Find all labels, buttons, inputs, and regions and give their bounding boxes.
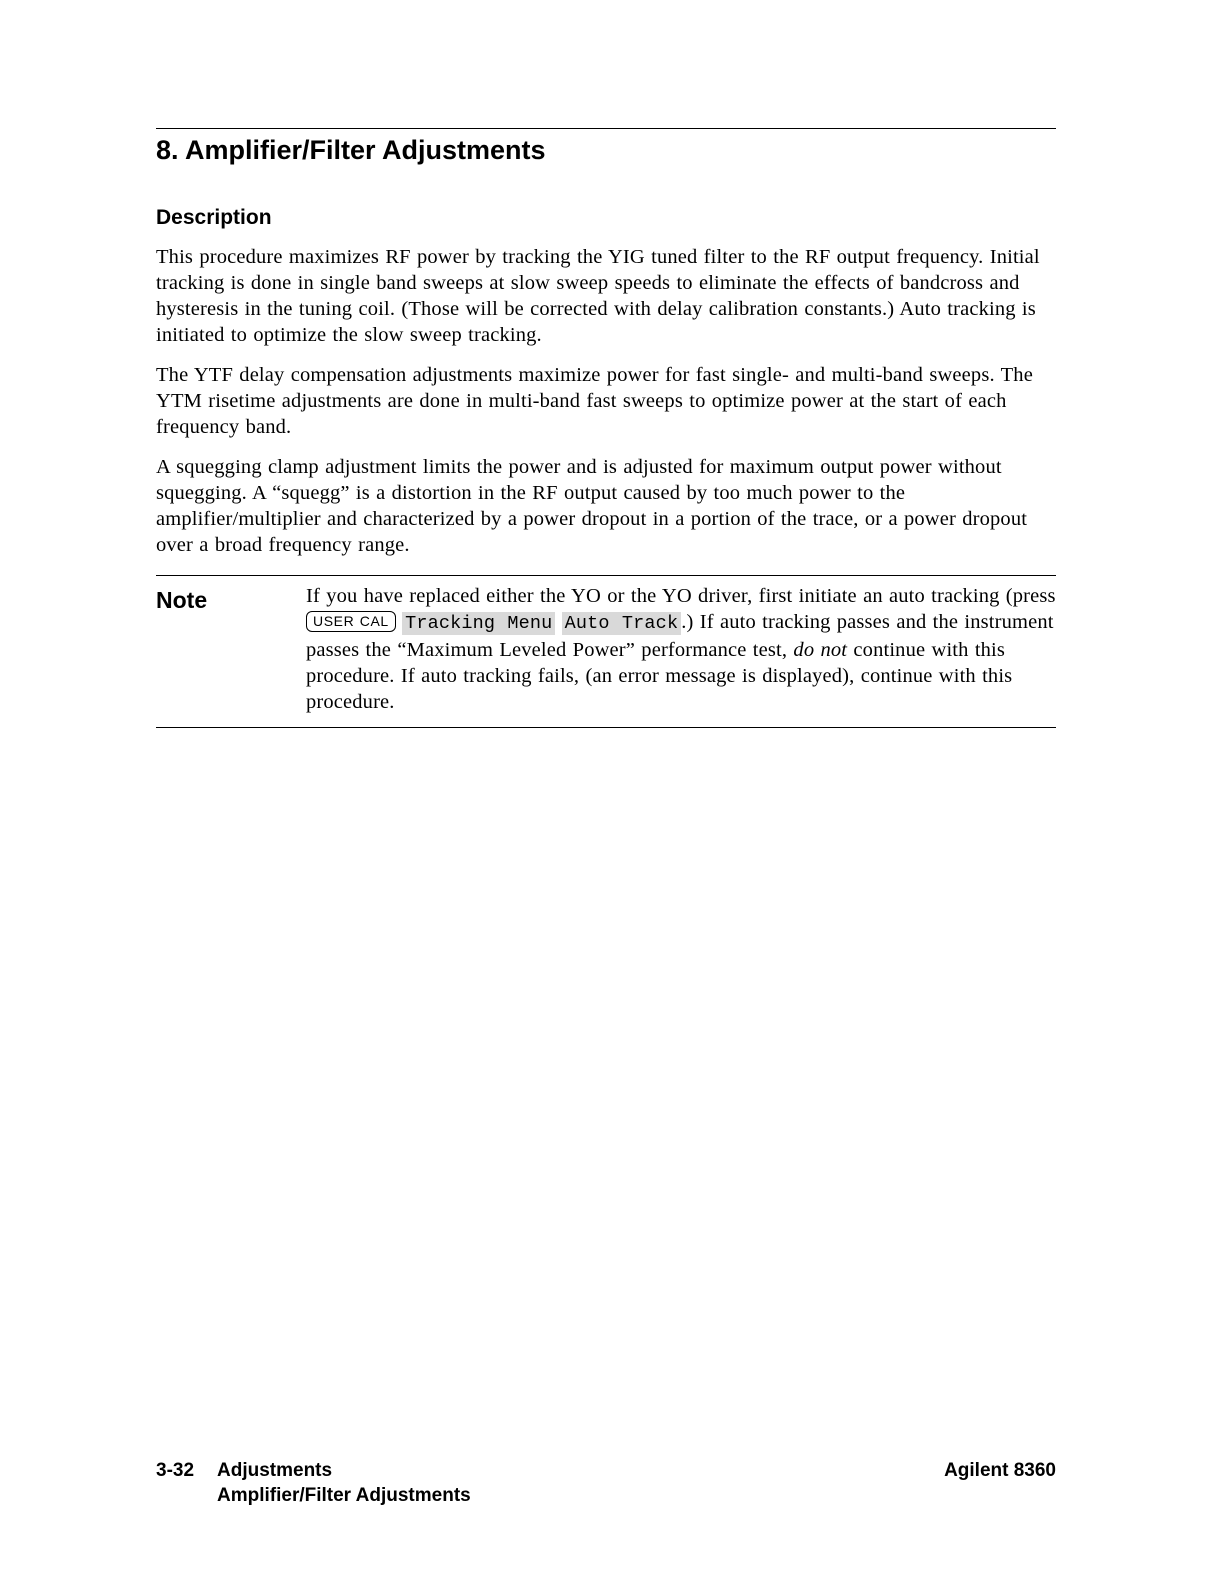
page-content	[156, 128, 1056, 728]
note-text	[306, 581, 1056, 715]
footer-subsection: Amplifier/Filter Adjustments	[217, 1485, 471, 1506]
footer-product: Agilent 8360	[944, 1460, 1056, 1481]
footer-left	[156, 1458, 471, 1508]
note-emphasis: do not	[793, 639, 848, 661]
top-rule	[156, 128, 1056, 129]
paragraph-1: This procedure maximizes RF power by tracking the YIG tuned filter to the RF output frequency. Initial tracking is done in single band sweeps at slow sweep speeds to eliminate the effects of bandcross and hysteresis in the tuning coil. (Those will be corrected with delay calibration constants.) Auto tracking is initiated to optimize the slow sweep tracking.	[156, 246, 1040, 346]
note-text-part-1: If you have replaced either the YO or the YO driver, first initiate an auto tracking (press	[306, 585, 1056, 607]
note-text-part-2: .) If auto tracking passes and the instrument passes the “Maximum Leveled Power” performance test,	[306, 611, 1054, 661]
page-number: 3-32	[156, 1460, 195, 1481]
user-cal-hardkey: USER CAL	[306, 611, 396, 632]
description-heading: Description	[156, 206, 272, 229]
section-title: 8. Amplifier/Filter Adjustments	[156, 135, 546, 165]
note-label: Note	[156, 587, 208, 613]
tracking-menu-softkey: Tracking Menu	[402, 612, 555, 635]
note-box	[156, 575, 1056, 728]
auto-track-softkey: Auto Track	[562, 612, 682, 635]
paragraph-2: The YTF delay compensation adjustments maximize power for fast single- and multi-band sweeps. The YTM risetime adjustments are done in multi-band fast sweeps to optimize power at the start of each frequency band.	[156, 364, 1033, 438]
footer-chapter: Adjustments	[217, 1460, 333, 1481]
note-text-part-3: continue with this procedure. If auto tracking fails, (an error message is displayed), continue with this procedure.	[306, 639, 1013, 713]
paragraph-3: A squegging clamp adjustment limits the power and is adjusted for maximum output power without squegging. A “squegg” is a distortion in the RF output caused by too much power to the amplifier/multiplier and characterized by a power dropout in a portion of the trace, or a power dropout over a broad frequency range.	[156, 456, 1028, 556]
